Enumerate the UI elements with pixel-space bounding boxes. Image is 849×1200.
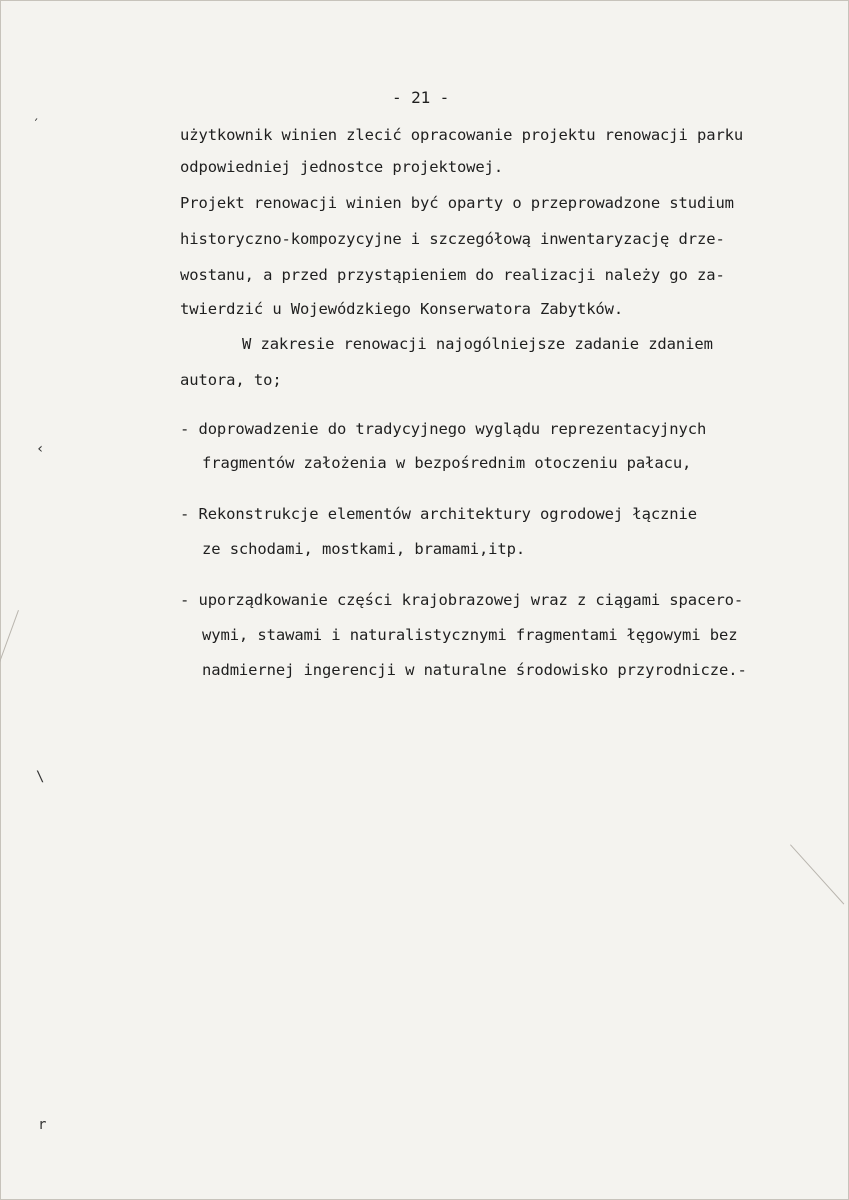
margin-mark-1: ′ [32,117,41,133]
document-line-2: odpowiedniej jednostce projektowej. [180,158,504,176]
document-line-3: Projekt renowacji winien być oparty o przeprowadzone studium [180,194,734,212]
bullet-2-line-1: - Rekonstrukcje elementów architektury ogrodowej łącznie [180,505,697,523]
bullet-1-line-2: fragmentów założenia w bezpośrednim otoczeniu pałacu, [202,454,692,472]
document-line-5: wostanu, a przed przystąpieniem do realizacji należy go za- [180,266,725,284]
margin-mark-4: r [38,1117,47,1133]
paper-fold-mark-left [0,610,19,742]
bullet-3-line-1: - uporządkowanie części krajobrazowej wraz z ciągami spacero- [180,591,744,609]
bullet-3-line-2: wymi, stawami i naturalistycznymi fragmentami łęgowymi bez [202,626,738,644]
document-line-6: twierdzić u Wojewódzkiego Konserwatora Zabytków. [180,300,624,318]
bullet-1-line-1: - doprowadzenie do tradycyjnego wyglądu reprezentacyjnych [180,420,707,438]
document-line-7: W zakresie renowacji najogólniejsze zadanie zdaniem [242,335,713,353]
document-line-8: autora, to; [180,371,282,389]
margin-mark-2: ‹ [36,441,45,457]
margin-mark-3: \ [36,769,45,785]
bullet-3-line-3: nadmiernej ingerencji w naturalne środowisko przyrodnicze.- [202,661,747,679]
document-line-1: użytkownik winien zlecić opracowanie projektu renowacji parku [180,126,744,144]
page-number: - 21 - [392,88,450,107]
bullet-2-line-2: ze schodami, mostkami, bramami,itp. [202,540,526,558]
document-line-4: historyczno-kompozycyjne i szczegółową inwentaryzację drze- [180,230,725,248]
paper-fold-mark-right [790,844,844,904]
